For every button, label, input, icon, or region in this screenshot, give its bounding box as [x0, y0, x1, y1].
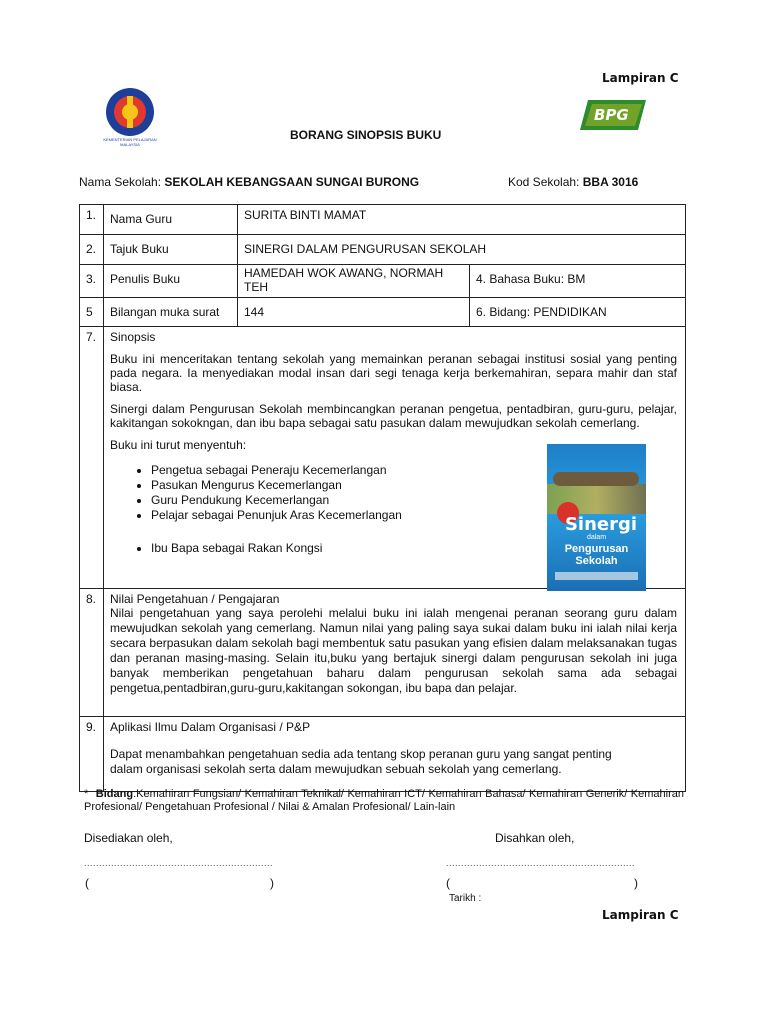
- lampiran-label-bottom: Lampiran C: [602, 908, 679, 922]
- synopsis-label: Sinopsis: [110, 330, 156, 344]
- cover-title-line-2: Pengurusan: [564, 543, 629, 555]
- approved-paren-open: (: [446, 876, 450, 890]
- note-text: :Kemahiran Fungsian/ Kemahiran Teknikal/ Kemahiran ICT/ Kemahiran Bahasa/ Kemahiran Generik/ Kemahiran Profesional/ Pengetahuan Profesional / Nilai & Amalan Profesional/ Lain-lain: [84, 788, 684, 813]
- cover-log-illustration: [553, 472, 639, 486]
- row-number: 9.: [80, 717, 104, 792]
- cover-author-strip: [555, 572, 638, 580]
- ministry-crest-icon: [94, 85, 166, 145]
- page-count-value: 144: [238, 298, 470, 327]
- approved-paren-close: ): [634, 876, 638, 890]
- prepared-signature-line: ...............................................................: [84, 858, 274, 868]
- school-code-line: [508, 175, 638, 189]
- field-note: [84, 788, 684, 814]
- book-cover-image: [547, 444, 646, 591]
- application-cell: [104, 717, 686, 792]
- row-label: Bilangan muka surat: [104, 298, 238, 327]
- cover-title-big: Sinergi: [564, 514, 638, 535]
- school-name-value: SEKOLAH KEBANGSAAN SUNGAI BURONG: [164, 175, 420, 189]
- list-item: • Pengetua sebagai Peneraju Kecemerlangan: [151, 463, 677, 478]
- table-row: [80, 265, 686, 298]
- prepared-paren-close: ): [270, 876, 274, 890]
- author-value: HAMEDAH WOK AWANG, NORMAH TEH: [238, 265, 470, 298]
- table-row: [80, 298, 686, 327]
- date-label: Tarikh :: [449, 893, 482, 904]
- cover-title-small: dalam: [586, 534, 607, 541]
- synopsis-paragraph-2: Sinergi dalam Pengurusan Sekolah membincangkan peranan pengetua, pentadbiran, guru-guru, pelajar, kakitangan sokokngan, dan ibu bapa sebagai satu pasukan dalam mewujudkan sekolah cemerlang.: [110, 402, 678, 430]
- row-number: 1.: [80, 205, 104, 235]
- application-line-2: dalam organisasi sekolah serta dalam mewujudkan sebuah sekolah yang cemerlang.: [110, 762, 562, 776]
- table-row: [80, 235, 686, 265]
- application-line-1: Dapat menambahkan pengetahuan sedia ada tentang skop peranan guru yang sangat penting: [110, 747, 612, 761]
- ministry-logo-caption: KEMENTERIAN PELAJARAN MALAYSIA: [103, 137, 157, 147]
- school-code-label: Kod Sekolah:: [508, 175, 580, 189]
- bpg-logo: [580, 98, 646, 132]
- row-label: Nama Guru: [104, 205, 238, 235]
- bpg-logo-text: BPG: [594, 106, 629, 124]
- row-label: Tajuk Buku: [104, 235, 238, 265]
- prepared-paren-open: (: [85, 876, 89, 890]
- synopsis-paragraph-3: Buku ini turut menyentuh:: [110, 438, 247, 452]
- school-name-label: Nama Sekolah:: [79, 175, 162, 189]
- teacher-name-value: SURITA BINTI MAMAT: [238, 205, 686, 235]
- synopsis-paragraph-1: Buku ini menceritakan tentang sekolah yang memainkan peranan sebagai institusi sosial yang penting pada negara. Ia menyediakan modal insan dari segi tenaga kerja berkemahiran, separa mahir dan staf biasa.: [110, 352, 678, 394]
- note-bidang-label: Bidang: [95, 788, 134, 800]
- form-title: BORANG SINOPSIS BUKU: [290, 128, 442, 142]
- approved-by-label: Disahkan oleh,: [495, 831, 575, 845]
- prepared-by-label: Disediakan oleh,: [84, 831, 173, 845]
- row-label: Penulis Buku: [104, 265, 238, 298]
- note-star: *: [84, 788, 89, 800]
- row-number: 2.: [80, 235, 104, 265]
- table-row: [80, 205, 686, 235]
- list-item: • Pasukan Mengurus Kecemerlangan: [151, 478, 677, 493]
- knowledge-value-label: Nilai Pengetahuan / Pengajaran: [110, 592, 280, 606]
- school-name-line: [79, 175, 419, 189]
- cover-title-lines: [547, 543, 646, 567]
- row-number: 7.: [80, 327, 104, 589]
- school-code-value: BBA 3016: [582, 175, 639, 189]
- list-item: • Ibu Bapa sebagai Rakan Kongsi: [151, 541, 677, 556]
- lampiran-label-top: Lampiran C: [602, 71, 679, 85]
- book-title-value: SINERGI DALAM PENGURUSAN SEKOLAH: [238, 235, 686, 265]
- knowledge-value-cell: [104, 589, 686, 717]
- ministry-logo: [94, 85, 166, 145]
- list-item: • Guru Pendukung Kecemerlangan: [151, 493, 677, 508]
- row-number: 3.: [80, 265, 104, 298]
- row-number: 5: [80, 298, 104, 327]
- table-row: [80, 717, 686, 792]
- approved-signature-line: ...............................................................: [446, 858, 636, 868]
- book-field: 6. Bidang: PENDIDIKAN: [470, 298, 686, 327]
- row-number: 8.: [80, 589, 104, 717]
- list-item: • Pelajar sebagai Penunjuk Aras Kecemerlangan: [151, 508, 677, 523]
- application-label: Aplikasi Ilmu Dalam Organisasi / P&P: [110, 720, 311, 734]
- table-row: [80, 589, 686, 717]
- cover-title-line-3: Sekolah: [575, 555, 618, 567]
- knowledge-value-text: Nilai pengetahuan yang saya perolehi melalui buku ini ialah mengenai peranan seorang guru dalam mewujudkan sekolah yang cemerlang. Namun nilai yang paling saya sukai dalam buku ini ialah nilai kerja secara berpasukan dalam sekolah bagi membentuk satu pasukan yang efisien dalam melaksanakan tugas dan peranan masing-masing. Selain itu,buku yang bertajuk sinergi dalam pengurusan sekolah ini juga banyak memberikan pengetahuan baharu dalam pengurusan sekolah sama ada sebagai pengetua,pentadbiran,guru-guru,kakitangan sokongan, ibu bapa dan pelajar.: [110, 606, 678, 695]
- book-language: 4. Bahasa Buku: BM: [470, 265, 686, 298]
